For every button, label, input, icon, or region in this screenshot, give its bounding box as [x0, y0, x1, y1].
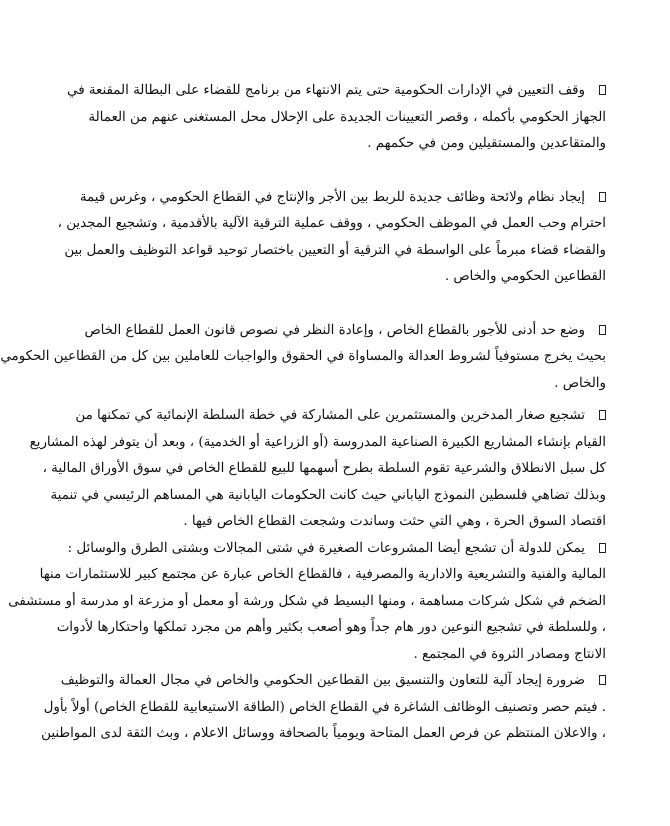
bullet-paragraph-2: [57, 185, 606, 291]
paragraph-line: والمتقاعدين والمستقيلين ومن في حكمهم .: [367, 136, 606, 151]
paragraph-line: بحيث يخرج مستوفياً لشروط العدالة والمساواة في الحقوق والواجبات للعاملين بين كل من القطاعين الحكومي: [0, 349, 606, 364]
paragraph-line: احترام وحب العمل في الموظف الحكومي ، ووقف عملية الترقية الآلية بالأقدمية ، وتشجيع المجدين ،: [57, 216, 606, 231]
checkbox-bullet-icon: [599, 543, 606, 553]
checkbox-bullet-icon: [599, 675, 606, 685]
bullet-paragraph-1: [67, 78, 606, 158]
paragraph-line: القطاعين الحكومي والخاص .: [444, 269, 606, 284]
bullet-paragraph-4: [29, 403, 606, 536]
paragraph-line: يمكن للدولة أن تشجع أيضا المشروعات الصغيرة في شتى المجالات وبشتى الطرق والوسائل :: [96, 536, 606, 563]
paragraph-line: المالية والفنية والتشريعية والادارية والمصرفية ، فالقطاع الخاص عبارة عن مجتمع كبير للاستثمارات منها: [39, 567, 606, 582]
paragraph-line: الجهاز الحكومي بأكمله ، وقصر التعيينات الجديدة على الإحلال محل المستغنى عنهم من العمالة: [88, 109, 606, 125]
checkbox-bullet-icon: [599, 410, 606, 420]
paragraph-line: والخاص .: [554, 375, 606, 391]
paragraph-line: الضخم في شكل شركات مساهمة ، ومنها البسيط في شكل ورشة أو معمل أو مزرعة او مدرسة أو مستشفى: [8, 593, 606, 609]
paragraph-line: ، والاعلان المنتظم عن فرص العمل المتاحة ويومياً بالصحافة ووسائل الاعلام ، وبث الثقة لدى المواطنين: [41, 726, 606, 741]
bullet-paragraph-6: [41, 668, 606, 748]
document-page: [0, 78, 606, 748]
checkbox-bullet-icon: [599, 85, 606, 95]
paragraph-line: كل سبل الانطلاق والشرعية تقوم السلطة بطرح أسهمها للبيع للقطاع الخاص في سوق الأوراق المالية ،: [42, 461, 606, 476]
paragraph-line: الانتاج ومصادر الثروة في المجتمع .: [413, 646, 606, 662]
paragraph-line: ، وللسلطة في تشجيع النوعين دور هام جداً وهو أصعب بكثير وأهم من مجرد تملكها واحتكارها لأدوات: [56, 620, 606, 635]
paragraph-line: وضع حد أدنى للأجور بالقطاع الخاص ، وإعادة النظر في نصوص قانون العمل للقطاع الخاص: [96, 318, 606, 345]
paragraph-line: والقضاء قضاء مبرماً على الواسطة في الترقية أو التعيين باختصار توحيد قواعد التوظيف والعمل بين: [64, 242, 606, 258]
paragraph-line: القيام بإنشاء المشاريع الكبيرة الصناعية المدروسة (أو الزراعية أو الخدمية) ، وبعد أن يتوفر لهذه المشاريع: [29, 434, 606, 450]
paragraph-line: إيجاد نظام ولائحة وظائف جديدة للربط بين الأجر والإنتاج في القطاع الحكومي ، وغرس قيمة: [96, 185, 606, 212]
paragraph-line: وقف التعيين في الإدارات الحكومية حتى يتم الانتهاء من برنامج للقضاء على البطالة المقنعة في: [96, 78, 606, 105]
checkbox-bullet-icon: [599, 192, 606, 202]
paragraph-line: ضرورة إيجاد آلية للتعاون والتنسيق بين القطاعين الحكومي والخاص في مجال العمالة والتوظيف: [96, 668, 606, 695]
bullet-paragraph-5: [8, 536, 606, 669]
bullet-paragraph-3: [0, 318, 606, 398]
paragraph-line: وبذلك تضاهي فلسطين النموذج الياباني حيث كانت الحكومات اليابانية هي المساهم الرئيسي في تنمية: [50, 487, 606, 503]
checkbox-bullet-icon: [599, 325, 606, 335]
paragraph-line: . فيتم حصر وتصنيف الوظائف الشاغرة في القطاع الخاص (الطاقة الاستيعابية للقطاع الخاص) أولاً بأول: [43, 699, 606, 715]
paragraph-line: اقتصاد السوق الحرة ، وهي التي حثت وساندت وشجعت القطاع الخاص فيها .: [183, 514, 606, 529]
paragraph-line: تشجيع صغار المدخرين والمستثمرين على المشاركة في خطة السلطة الإنمائية كي تمكنها من: [96, 403, 606, 430]
